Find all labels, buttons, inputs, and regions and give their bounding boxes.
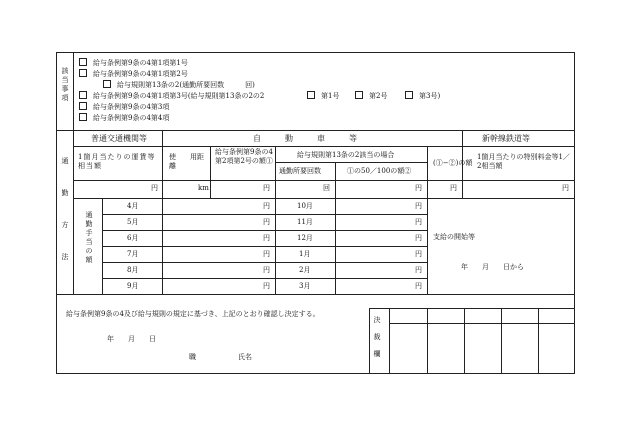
unit-yen: 円: [263, 282, 270, 290]
unit-yen: 円: [415, 202, 422, 210]
checkbox[interactable]: [405, 91, 413, 99]
official-title-name[interactable]: 職 氏名: [189, 353, 252, 361]
month-label: 1月: [299, 250, 311, 258]
checklist-item[interactable]: 給与条例第9条の4第3項: [79, 102, 169, 112]
header-public-transport: 普通交通機関等: [91, 134, 147, 143]
month-label: 3月: [299, 282, 311, 290]
checkbox[interactable]: [79, 91, 87, 99]
unit-yen: 円: [415, 218, 422, 226]
side-label-commute-method: 通: [61, 157, 69, 165]
approval-cell[interactable]: [465, 324, 500, 372]
sub-option-2[interactable]: 第2号: [355, 91, 387, 101]
checklist-item[interactable]: 給与条例第9条の4第4項: [79, 113, 169, 123]
side-label-char: 勤: [61, 189, 69, 197]
unit-yen: 円: [263, 250, 270, 258]
header-special-amount: 1箇月当たりの特別料金等1／2相当額: [477, 153, 570, 170]
checklist-item[interactable]: 給与条例第9条の4第1項第3号(給与規則第13条の2の2: [79, 91, 264, 101]
month-label: 12月: [297, 234, 313, 242]
unit-yen: 円: [562, 184, 569, 192]
start-date[interactable]: 年 月 日から: [461, 263, 524, 271]
checkbox[interactable]: [103, 80, 111, 88]
side-label-char: 方: [61, 221, 69, 229]
header-difference-amount: (①−②)の額: [433, 159, 473, 167]
unit-yen: 円: [263, 202, 270, 210]
approval-cell[interactable]: [502, 324, 537, 372]
unit-yen: 円: [415, 266, 422, 274]
start-label: 支給の開始等: [433, 233, 475, 241]
sub-option-1[interactable]: 第1号: [307, 91, 339, 101]
header-commute-count: 通勤所要回数: [279, 167, 321, 175]
header-car: 自 動 車 等: [253, 134, 357, 143]
unit-times: 回: [323, 184, 330, 192]
checklist-item[interactable]: 給与規則第13条の2(通勤所要回数 回): [103, 80, 255, 90]
checkbox[interactable]: [79, 69, 87, 77]
commute-allowance-form: [56, 52, 575, 374]
approval-cell[interactable]: [428, 324, 463, 372]
unit-yen: 円: [263, 266, 270, 274]
checklist-item[interactable]: 給与条例第9条の4第1項第2号: [79, 69, 188, 79]
sub-option-3[interactable]: 第3号): [405, 91, 440, 101]
unit-yen: 円: [263, 218, 270, 226]
unit-yen: 円: [263, 184, 270, 192]
approval-cell[interactable]: [539, 324, 573, 372]
side-label-char: 法: [61, 253, 69, 261]
unit-km: km: [198, 184, 209, 192]
month-label: 8月: [127, 266, 139, 274]
section-label-applicable-items: 該 当 事 項: [61, 67, 69, 102]
checkbox[interactable]: [307, 91, 315, 99]
approval-cell[interactable]: [390, 324, 426, 372]
header-fifty-percent: ①の50／100の額②: [347, 167, 412, 175]
month-label: 2月: [299, 266, 311, 274]
checkbox[interactable]: [355, 91, 363, 99]
unit-yen: 円: [450, 184, 457, 192]
month-label: 5月: [127, 218, 139, 226]
month-label: 10月: [297, 202, 313, 210]
header-use-distance: 使 用距 離: [169, 153, 218, 170]
unit-yen: 円: [263, 234, 270, 242]
month-label: 11月: [297, 218, 313, 226]
month-label: 4月: [127, 202, 139, 210]
unit-yen: 円: [151, 184, 158, 192]
checkbox[interactable]: [79, 102, 87, 110]
allowance-amount-label: 通 勤 手 当 の 額: [85, 211, 93, 264]
unit-yen: 円: [415, 282, 422, 290]
month-label: 9月: [127, 282, 139, 290]
decision-statement: 給与条例第9条の4及び給与規則の規定に基づき、上記のとおり確認し決定する。: [66, 310, 320, 318]
checkbox[interactable]: [79, 58, 87, 66]
header-rule13-case: 給与規則第13条の2該当の場合: [297, 151, 395, 159]
header-shinkansen: 新幹線鉄道等: [482, 134, 530, 143]
month-label: 6月: [127, 234, 139, 242]
decision-date[interactable]: 年 月 日: [107, 335, 156, 343]
unit-yen: 円: [415, 184, 422, 192]
unit-yen: 円: [415, 250, 422, 258]
month-label: 7月: [127, 250, 139, 258]
header-monthly-fare: 1箇月当たりの運賃等相当額: [78, 153, 156, 170]
header-ordinance-amount: 給与条例第9条の4第2項第2号の額①: [215, 148, 273, 165]
unit-yen: 円: [415, 234, 422, 242]
approval-label: 決 裁 欄: [373, 316, 381, 358]
checkbox[interactable]: [79, 113, 87, 121]
checklist-item[interactable]: 給与条例第9条の4第1項第1号: [79, 58, 188, 68]
